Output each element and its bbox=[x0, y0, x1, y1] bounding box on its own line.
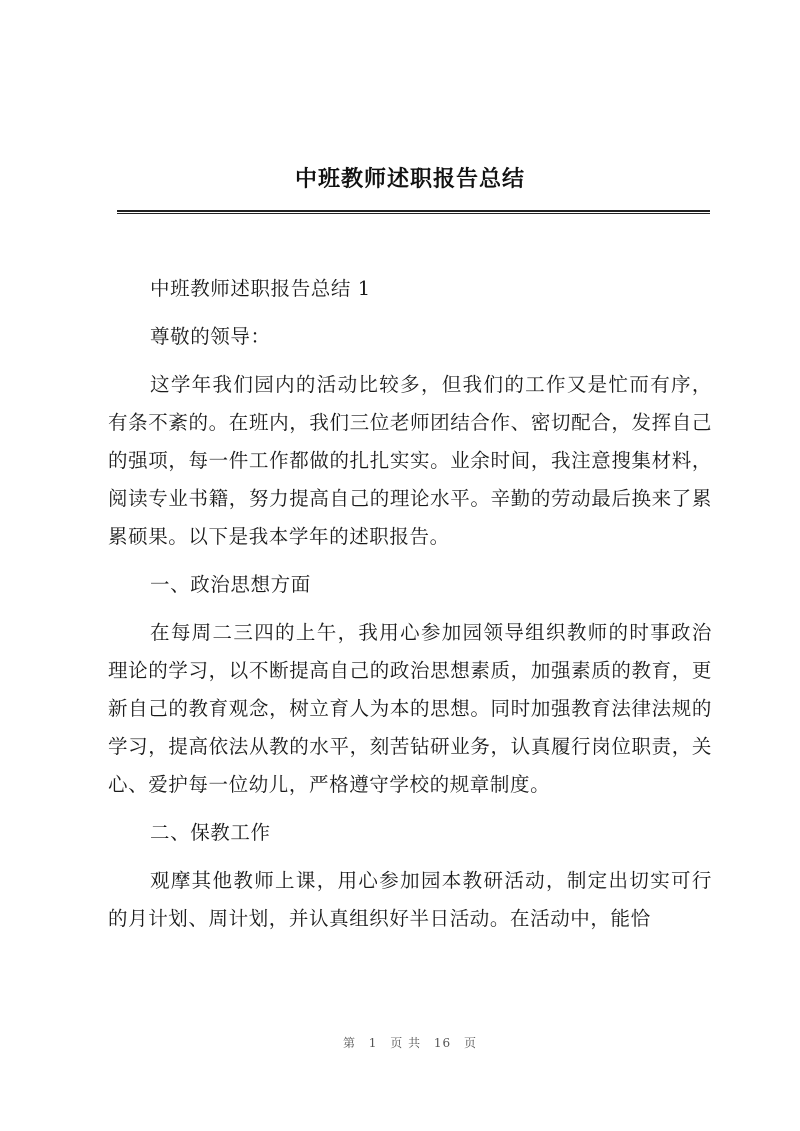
document-body bbox=[108, 270, 712, 948]
footer-total-pages: 16 bbox=[433, 1036, 452, 1050]
report-heading: 中班教师述职报告总结 1 bbox=[150, 277, 371, 300]
section-heading-politics: 一、政治思想方面 bbox=[150, 573, 311, 596]
footer-suffix: 页 bbox=[464, 1036, 478, 1050]
title-divider bbox=[117, 210, 710, 214]
footer-prefix: 第 bbox=[342, 1036, 356, 1050]
footer-current-page: 1 bbox=[368, 1036, 378, 1050]
section-heading-teaching: 二、保教工作 bbox=[150, 821, 271, 844]
politics-paragraph: 在每周二三四的上午，我用心参加园领导组织教师的时事政治理论的学习，以不断提高自己的政治思想素质，加强素质的教育，更新自己的教育观念，树立育人为本的思想。同时加强教育法律法规的学习，提高依法从教的水平，刻苦钻研业务，认真履行岗位职责，关心、爱护每一位幼儿，严格遵守学校的规章制度。 bbox=[108, 621, 712, 796]
footer-middle: 页 共 bbox=[390, 1036, 422, 1050]
intro-paragraph: 这学年我们园内的活动比较多，但我们的工作又是忙而有序，有条不紊的。在班内，我们三位老师团结合作、密切配合，发挥自己的强项，每一件工作都做的扎扎实实。业余时间，我注意搜集材料，阅读专业书籍，努力提高自己的理论水平。辛勤的劳动最后换来了累累硕果。以下是我本学年的述职报告。 bbox=[108, 373, 712, 548]
salutation: 尊敬的领导： bbox=[150, 325, 271, 348]
page-footer bbox=[0, 1034, 800, 1051]
document-title: 中班教师述职报告总结 bbox=[294, 167, 525, 192]
teaching-paragraph: 观摩其他教师上课，用心参加园本教研活动，制定出切实可行的月计划、周计划，并认真组织好半日活动。在活动中，能恰 bbox=[108, 869, 712, 930]
